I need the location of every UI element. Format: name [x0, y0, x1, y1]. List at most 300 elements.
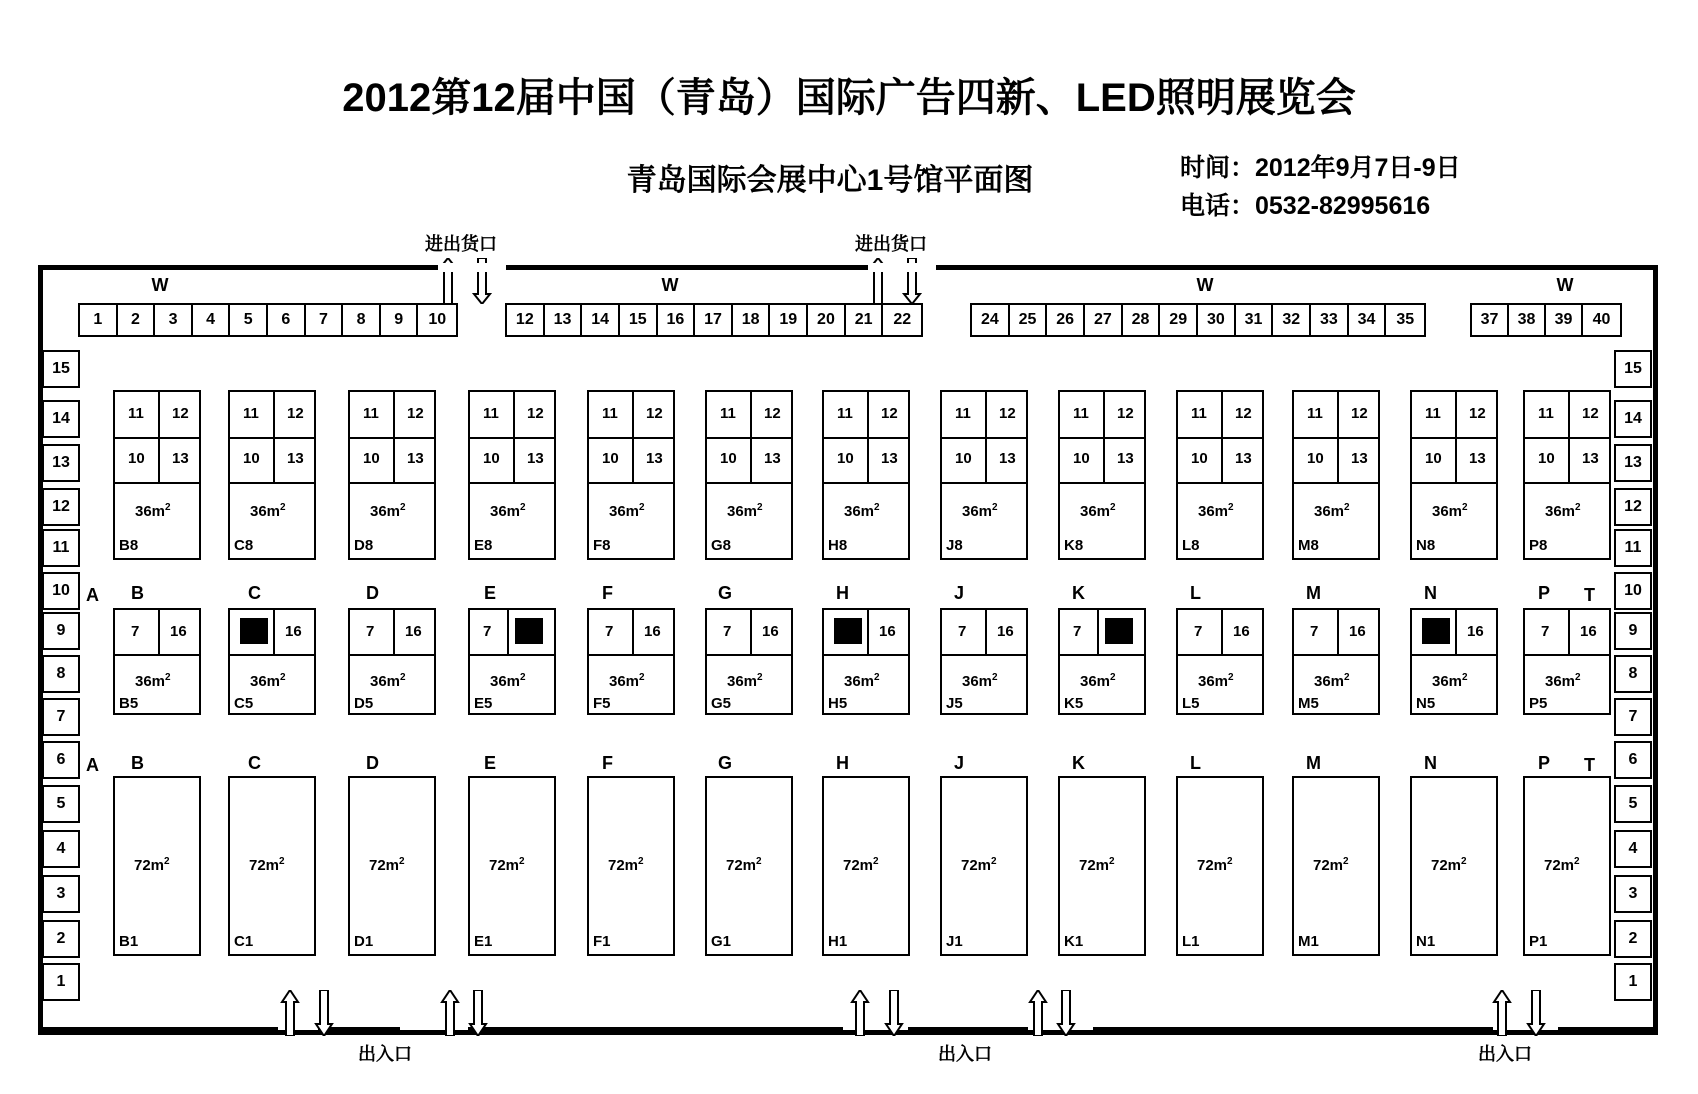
- left-number[interactable]: 10: [42, 572, 80, 610]
- booth-J1[interactable]: [940, 776, 1028, 956]
- booth-P5[interactable]: [1523, 608, 1611, 715]
- right-number[interactable]: 11: [1614, 529, 1652, 567]
- column-letter-M: M: [1306, 583, 1321, 603]
- booth-cell-number: 10: [243, 450, 260, 467]
- top-cell[interactable]: 4: [193, 305, 231, 335]
- top-cell[interactable]: 33: [1311, 305, 1349, 335]
- booth-cell-number: 11: [720, 405, 736, 422]
- top-cell[interactable]: 35: [1396, 311, 1415, 328]
- booth-cell-number: 16: [405, 623, 422, 640]
- entrance-label-1: 出入口: [358, 1044, 412, 1064]
- column-letter-E: E: [484, 583, 497, 603]
- entrance-arrows-2b: [1028, 990, 1080, 1036]
- booth-code: B8: [119, 537, 139, 554]
- booth-cell-number: 7: [483, 623, 492, 640]
- left-number[interactable]: 11: [42, 529, 80, 567]
- booth-cell-number: 7: [1310, 623, 1319, 640]
- top-cell[interactable]: 24: [972, 305, 1010, 335]
- booth-B5[interactable]: [113, 608, 201, 715]
- sold-marker: [1422, 618, 1450, 644]
- booth-cell-number: 7: [958, 623, 967, 640]
- booth-area: $36m^2$: [1545, 672, 1581, 690]
- booth-area: $36m^2$: [1198, 502, 1234, 520]
- left-number[interactable]: 12: [42, 488, 80, 526]
- booth-cell-number: 11: [1425, 405, 1441, 422]
- booth-code: D1: [354, 933, 374, 950]
- cargo-door-label-2: 进出货口: [855, 234, 927, 254]
- booth-cell-number: 12: [999, 405, 1016, 422]
- w-label-1: W: [151, 275, 169, 295]
- top-cell[interactable]: 34: [1349, 305, 1387, 335]
- booth-cell-number: 12: [881, 405, 898, 422]
- bottom-wall-segment-4: [908, 1027, 1028, 1031]
- top-cell[interactable]: 18: [733, 305, 771, 335]
- booth-area: $36m^2$: [135, 502, 171, 520]
- column-letter-K-lower: K: [1072, 753, 1085, 773]
- right-number[interactable]: 3: [1614, 875, 1652, 913]
- sold-marker: [515, 618, 543, 644]
- top-cell[interactable]: 38: [1509, 305, 1546, 335]
- booth-cell-number: 11: [363, 405, 379, 422]
- booth-H8[interactable]: [822, 390, 910, 560]
- booth-cell-number: 12: [407, 405, 424, 422]
- booth-cell-number: 11: [955, 405, 971, 422]
- booth-area: $36m^2$: [490, 672, 526, 690]
- booth-cell-number: 16: [1580, 623, 1597, 640]
- column-letter-C-lower: C: [248, 753, 261, 773]
- event-phone: 电话：0532-82995616: [1180, 191, 1431, 220]
- right-number[interactable]: 10: [1614, 572, 1652, 610]
- top-cell[interactable]: 16: [658, 305, 696, 335]
- booth-cell-number: 12: [764, 405, 781, 422]
- booth-L8[interactable]: [1176, 390, 1264, 560]
- top-cell[interactable]: 13: [545, 305, 583, 335]
- sold-marker: [240, 618, 268, 644]
- left-number[interactable]: 7: [42, 698, 80, 736]
- booth-H1[interactable]: [822, 776, 910, 956]
- left-number[interactable]: 4: [42, 830, 80, 868]
- sold-marker: [1105, 618, 1133, 644]
- booth-E5[interactable]: [468, 608, 556, 715]
- column-letter-M-lower: M: [1306, 753, 1321, 773]
- booth-C5[interactable]: [228, 608, 316, 715]
- top-cell[interactable]: 1: [80, 305, 118, 335]
- bottom-wall-segment-3: [468, 1027, 843, 1031]
- top-cell[interactable]: 3: [155, 305, 193, 335]
- booth-cell-number: 11: [128, 405, 144, 422]
- booth-area: $36m^2$: [250, 502, 286, 520]
- booth-D8[interactable]: [348, 390, 436, 560]
- booth-code: F8: [593, 537, 611, 554]
- top-cell[interactable]: 26: [1047, 305, 1085, 335]
- top-cell[interactable]: 29: [1160, 305, 1198, 335]
- right-number[interactable]: 4: [1614, 830, 1652, 868]
- booth-area: $36m^2$: [844, 672, 880, 690]
- booth-code: H1: [828, 933, 848, 950]
- booth-cell-number: 12: [1469, 405, 1486, 422]
- booth-area: $72m^2$: [249, 856, 285, 874]
- booth-N5[interactable]: [1410, 608, 1498, 715]
- column-letter-G-lower: G: [718, 753, 733, 773]
- top-strip-4: [1470, 303, 1622, 337]
- booth-area: $72m^2$: [134, 856, 170, 874]
- booth-area: $72m^2$: [1197, 856, 1233, 874]
- top-cell[interactable]: 15: [620, 305, 658, 335]
- booth-code: E5: [474, 695, 493, 712]
- top-cell[interactable]: 5: [230, 305, 268, 335]
- booth-area: $36m^2$: [609, 502, 645, 520]
- booth-cell-number: 13: [172, 450, 189, 467]
- w-label-2: W: [661, 275, 679, 295]
- booth-code: H5: [828, 695, 848, 712]
- booth-cell-number: 10: [1425, 450, 1442, 467]
- top-cell[interactable]: 22: [893, 311, 912, 328]
- booth-cell-number: 13: [1582, 450, 1599, 467]
- booth-cell-number: 13: [999, 450, 1016, 467]
- booth-D5[interactable]: [348, 608, 436, 715]
- booth-area: $36m^2$: [135, 672, 171, 690]
- booth-code: J1: [946, 933, 963, 950]
- right-number[interactable]: 13: [1614, 444, 1652, 482]
- booth-F8[interactable]: [587, 390, 675, 560]
- booth-area: $36m^2$: [844, 502, 880, 520]
- booth-B8[interactable]: [113, 390, 201, 560]
- booth-cell-number: 12: [172, 405, 189, 422]
- column-letter-D-lower: D: [366, 753, 379, 773]
- booth-J5[interactable]: [940, 608, 1028, 715]
- booth-J8[interactable]: [940, 390, 1028, 560]
- booth-cell-number: 11: [837, 405, 853, 422]
- aisle-letter-t-top: T: [1584, 585, 1595, 605]
- booth-code: G5: [711, 695, 732, 712]
- booth-cell-number: 10: [128, 450, 145, 467]
- booth-cell-number: 13: [287, 450, 304, 467]
- booth-cell-number: 13: [764, 450, 781, 467]
- booth-cell-number: 10: [1307, 450, 1324, 467]
- booth-cell-number: 12: [646, 405, 663, 422]
- booth-C1[interactable]: [228, 776, 316, 956]
- booth-N1[interactable]: [1410, 776, 1498, 956]
- booth-cell-number: 12: [1117, 405, 1134, 422]
- booth-cell-number: 10: [1538, 450, 1555, 467]
- booth-cell-number: 16: [644, 623, 661, 640]
- top-cell[interactable]: 6: [268, 305, 306, 335]
- booth-code: E8: [474, 537, 493, 554]
- top-cell[interactable]: 19: [770, 305, 808, 335]
- booth-area: $72m^2$: [1079, 856, 1115, 874]
- top-cell[interactable]: 25: [1010, 305, 1048, 335]
- bottom-wall-segment-1: [38, 1027, 278, 1031]
- booth-area: $36m^2$: [609, 672, 645, 690]
- booth-cell-number: 10: [955, 450, 972, 467]
- booth-G5[interactable]: [705, 608, 793, 715]
- bottom-wall-segment-5: [1093, 1027, 1493, 1031]
- booth-cell-number: 12: [1235, 405, 1252, 422]
- booth-M8[interactable]: [1292, 390, 1380, 560]
- left-number[interactable]: 5: [42, 785, 80, 823]
- booth-code: H8: [828, 537, 848, 554]
- booth-P8[interactable]: [1523, 390, 1611, 560]
- column-letter-H-lower: H: [836, 753, 849, 773]
- top-cell[interactable]: 17: [695, 305, 733, 335]
- left-number[interactable]: 2: [42, 920, 80, 958]
- booth-K1[interactable]: [1058, 776, 1146, 956]
- top-cell[interactable]: 37: [1472, 305, 1509, 335]
- column-letter-P-lower: P: [1538, 753, 1551, 773]
- top-strip-3: [970, 303, 1426, 337]
- column-letter-B: B: [131, 583, 144, 603]
- booth-cell-number: 11: [483, 405, 499, 422]
- booth-cell-number: 11: [1191, 405, 1207, 422]
- booth-area: $72m^2$: [726, 856, 762, 874]
- column-letter-F-lower: F: [602, 753, 613, 773]
- booth-cell-number: 11: [1073, 405, 1089, 422]
- entrance-arrows-1b: [440, 990, 492, 1036]
- booth-cell-number: 10: [1191, 450, 1208, 467]
- booth-code: N8: [1416, 537, 1436, 554]
- w-label-3: W: [1196, 275, 1214, 295]
- top-cell[interactable]: 30: [1198, 305, 1236, 335]
- right-number[interactable]: 6: [1614, 741, 1652, 779]
- right-number[interactable]: 15: [1614, 350, 1652, 388]
- booth-code: F1: [593, 933, 611, 950]
- page-subtitle: 青岛国际会展中心1号馆平面图: [626, 164, 1034, 197]
- booth-area: $36m^2$: [1080, 672, 1116, 690]
- booth-cell-number: 7: [131, 623, 140, 640]
- booth-code: E1: [474, 933, 493, 950]
- booth-cell-number: 16: [879, 623, 896, 640]
- top-cell[interactable]: 9: [381, 305, 419, 335]
- left-number[interactable]: 15: [42, 350, 80, 388]
- top-cell[interactable]: 14: [582, 305, 620, 335]
- event-info: [1180, 150, 1461, 225]
- top-cell[interactable]: 7: [306, 305, 344, 335]
- booth-cell-number: 7: [1541, 623, 1550, 640]
- booth-P1[interactable]: [1523, 776, 1611, 956]
- booth-B1[interactable]: [113, 776, 201, 956]
- booth-cell-number: 16: [762, 623, 779, 640]
- booth-cell-number: 10: [720, 450, 737, 467]
- booth-cell-number: 12: [1351, 405, 1368, 422]
- booth-C8[interactable]: [228, 390, 316, 560]
- booth-cell-number: 16: [170, 623, 187, 640]
- booth-cell-number: 16: [997, 623, 1014, 640]
- booth-cell-number: 11: [243, 405, 259, 422]
- booth-cell-number: 10: [1073, 450, 1090, 467]
- left-number[interactable]: 1: [42, 963, 80, 1001]
- booth-code: F5: [593, 695, 611, 712]
- entrance-arrows-2a: [848, 990, 908, 1036]
- right-number[interactable]: 7: [1614, 698, 1652, 736]
- booth-D1[interactable]: [348, 776, 436, 956]
- booth-area: $72m^2$: [961, 856, 997, 874]
- booth-cell-number: 11: [602, 405, 618, 422]
- booth-code: C5: [234, 695, 254, 712]
- booth-code: G1: [711, 933, 732, 950]
- booth-code: D8: [354, 537, 374, 554]
- booth-code: K5: [1064, 695, 1084, 712]
- booth-area: $72m^2$: [489, 856, 525, 874]
- top-strip-2: [505, 303, 923, 337]
- booth-area: $36m^2$: [1314, 502, 1350, 520]
- booth-cell-number: 13: [881, 450, 898, 467]
- booth-area: $36m^2$: [1314, 672, 1350, 690]
- bottom-wall-segment-6: [1558, 1027, 1658, 1031]
- column-letter-P: P: [1538, 583, 1551, 603]
- booth-area: $72m^2$: [843, 856, 879, 874]
- booth-area: $36m^2$: [370, 672, 406, 690]
- entrance-label-2: 出入口: [938, 1044, 992, 1064]
- booth-area: $36m^2$: [962, 502, 998, 520]
- column-letter-N: N: [1424, 583, 1437, 603]
- right-number[interactable]: 1: [1614, 963, 1652, 1001]
- top-cell[interactable]: 20: [808, 305, 846, 335]
- top-cell[interactable]: 12: [507, 305, 545, 335]
- entrance-label-3: 出入口: [1478, 1044, 1532, 1064]
- booth-L5[interactable]: [1176, 608, 1264, 715]
- booth-cell-number: 10: [602, 450, 619, 467]
- top-cell[interactable]: 2: [118, 305, 156, 335]
- right-number[interactable]: 9: [1614, 612, 1652, 650]
- booth-F5[interactable]: [587, 608, 675, 715]
- booth-cell-number: 13: [527, 450, 544, 467]
- booth-M5[interactable]: [1292, 608, 1380, 715]
- booth-cell-number: 11: [1538, 405, 1554, 422]
- top-cell[interactable]: 39: [1546, 305, 1583, 335]
- left-number[interactable]: 14: [42, 400, 80, 438]
- booth-cell-number: 11: [1307, 405, 1323, 422]
- booth-area: $36m^2$: [727, 672, 763, 690]
- booth-cell-number: 10: [363, 450, 380, 467]
- top-cell[interactable]: 28: [1123, 305, 1161, 335]
- booth-cell-number: 7: [605, 623, 614, 640]
- booth-area: $36m^2$: [250, 672, 286, 690]
- right-number[interactable]: 2: [1614, 920, 1652, 958]
- booth-code: K8: [1064, 537, 1084, 554]
- left-number[interactable]: 9: [42, 612, 80, 650]
- booth-cell-number: 16: [1233, 623, 1250, 640]
- top-cell[interactable]: 31: [1236, 305, 1274, 335]
- column-letter-J: J: [954, 583, 965, 603]
- booth-code: L5: [1182, 695, 1200, 712]
- column-letter-B-lower: B: [131, 753, 144, 773]
- booth-code: D5: [354, 695, 374, 712]
- column-letter-N-lower: N: [1424, 753, 1437, 773]
- aisle-letter-a-top: A: [86, 585, 99, 605]
- booth-cell-number: 7: [1194, 623, 1203, 640]
- booth-area: $36m^2$: [1432, 672, 1468, 690]
- booth-cell-number: 10: [483, 450, 500, 467]
- top-cell[interactable]: 32: [1273, 305, 1311, 335]
- booth-E1[interactable]: [468, 776, 556, 956]
- left-number[interactable]: 8: [42, 655, 80, 693]
- sold-marker: [834, 618, 862, 644]
- right-number[interactable]: 5: [1614, 785, 1652, 823]
- booth-cell-number: 13: [1117, 450, 1134, 467]
- column-letter-E-lower: E: [484, 753, 497, 773]
- booth-M1[interactable]: [1292, 776, 1380, 956]
- booth-F1[interactable]: [587, 776, 675, 956]
- booth-code: M1: [1298, 933, 1319, 950]
- column-letter-J-lower: J: [954, 753, 965, 773]
- frame-gap-door-2: [868, 263, 936, 272]
- frame-gap-door-1: [438, 263, 506, 272]
- left-number[interactable]: 3: [42, 875, 80, 913]
- entrance-arrows-1a: [278, 990, 338, 1036]
- booth-area: $36m^2$: [1198, 672, 1234, 690]
- top-cell[interactable]: 21: [846, 305, 884, 335]
- booth-cell-number: 13: [1469, 450, 1486, 467]
- booth-code: J8: [946, 537, 963, 554]
- booth-cell-number: 16: [1349, 623, 1366, 640]
- booth-area: $72m^2$: [1313, 856, 1349, 874]
- booth-code: P5: [1529, 695, 1548, 712]
- booth-cell-number: 10: [837, 450, 854, 467]
- top-cell[interactable]: 27: [1085, 305, 1123, 335]
- booth-code: M5: [1298, 695, 1319, 712]
- booth-cell-number: 13: [1351, 450, 1368, 467]
- booth-G1[interactable]: [705, 776, 793, 956]
- top-cell[interactable]: 40: [1592, 311, 1611, 328]
- column-letter-G: G: [718, 583, 733, 603]
- booth-code: C8: [234, 537, 254, 554]
- right-number[interactable]: 14: [1614, 400, 1652, 438]
- booth-cell-number: 13: [407, 450, 424, 467]
- column-letter-L: L: [1190, 583, 1201, 603]
- booth-code: N1: [1416, 933, 1436, 950]
- column-letter-K: K: [1072, 583, 1085, 603]
- booth-N8[interactable]: [1410, 390, 1498, 560]
- right-number[interactable]: 8: [1614, 655, 1652, 693]
- booth-K8[interactable]: [1058, 390, 1146, 560]
- aisle-letter-a-bottom: A: [86, 755, 99, 775]
- booth-code: B1: [119, 933, 139, 950]
- page-title: 2012第12届中国（青岛）国际广告四新、LED照明展览会: [342, 76, 1356, 120]
- event-date: 时间：2012年9月7日-9日: [1180, 154, 1461, 182]
- booth-area: $72m^2$: [1431, 856, 1467, 874]
- booth-code: P8: [1529, 537, 1548, 554]
- booth-K5[interactable]: [1058, 608, 1146, 715]
- booth-cell-number: 7: [366, 623, 375, 640]
- w-label-4: W: [1556, 275, 1574, 295]
- booth-code: L1: [1182, 933, 1200, 950]
- booth-code: J5: [946, 695, 963, 712]
- booth-code: P1: [1529, 933, 1548, 950]
- right-number[interactable]: 12: [1614, 488, 1652, 526]
- column-letter-D: D: [366, 583, 379, 603]
- booth-G8[interactable]: [705, 390, 793, 560]
- booth-code: C1: [234, 933, 254, 950]
- top-cell[interactable]: 8: [343, 305, 381, 335]
- left-number[interactable]: 6: [42, 741, 80, 779]
- booth-cell-number: 7: [723, 623, 732, 640]
- booth-H5[interactable]: [822, 608, 910, 715]
- booth-L1[interactable]: [1176, 776, 1264, 956]
- top-strip-1: [78, 303, 458, 337]
- column-letter-C: C: [248, 583, 261, 603]
- booth-cell-number: 7: [1073, 623, 1082, 640]
- booth-cell-number: 12: [527, 405, 544, 422]
- cargo-door-label-1: 进出货口: [425, 234, 497, 254]
- booth-E8[interactable]: [468, 390, 556, 560]
- booth-area: $36m^2$: [1432, 502, 1468, 520]
- booth-area: $72m^2$: [608, 856, 644, 874]
- left-number[interactable]: 13: [42, 444, 80, 482]
- booth-area: $36m^2$: [490, 502, 526, 520]
- top-cell[interactable]: 10: [428, 311, 447, 328]
- booth-area: $36m^2$: [370, 502, 406, 520]
- booth-area: $36m^2$: [727, 502, 763, 520]
